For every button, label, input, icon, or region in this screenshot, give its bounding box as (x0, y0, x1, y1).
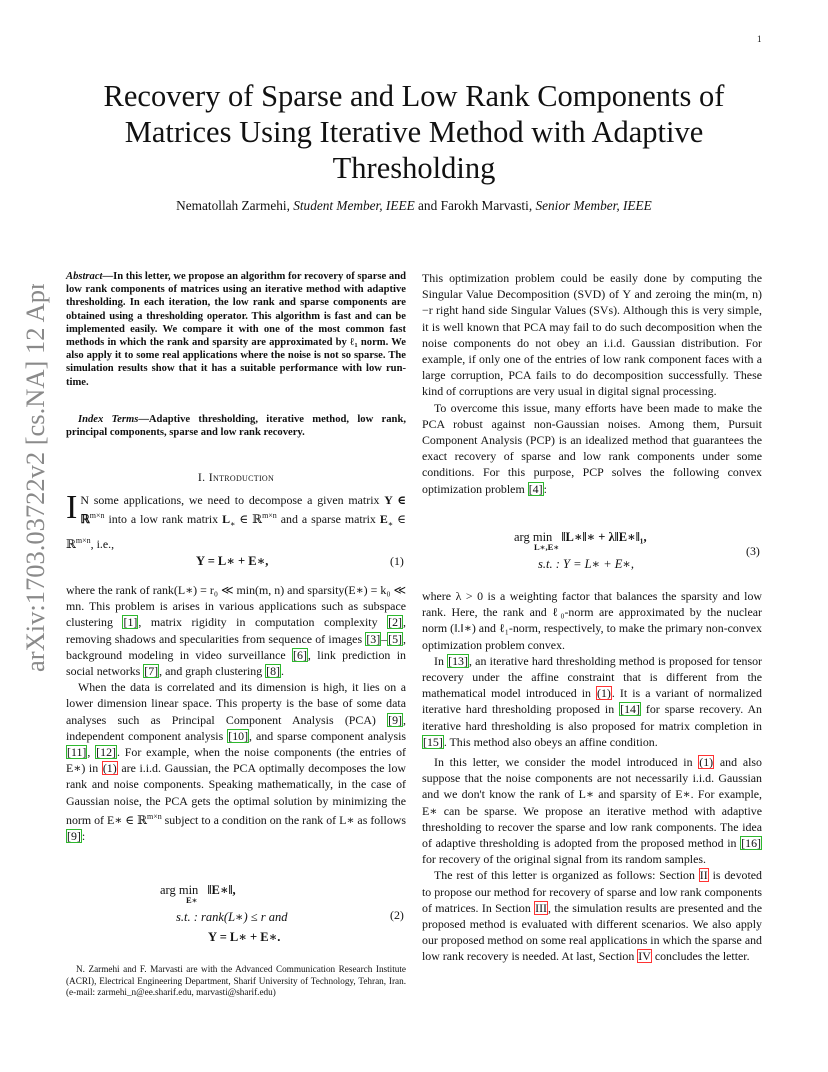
citation-link[interactable]: [9] (388, 712, 403, 727)
citation-link[interactable]: [12] (96, 745, 116, 760)
equation-3-line2: s.t. : Y = L∗ + E∗, (538, 557, 635, 571)
text-run: concludes the letter. (651, 949, 750, 964)
text-run: The rest of this letter is organized as follows: Section (434, 868, 699, 883)
citation-link[interactable]: [13] (448, 653, 468, 668)
math-operator: arg min (160, 883, 199, 897)
citation-link[interactable]: [4] (528, 481, 543, 496)
author-conjunction: and (418, 198, 438, 213)
text-run: : (81, 829, 86, 844)
equation-2-line3: Y = L∗ + E∗. (208, 930, 281, 944)
author-role: Senior Member, IEEE (535, 198, 652, 213)
text-run: . This method also obeys an affine condition. (443, 734, 658, 749)
text-run: , an iterative hard thresholding method is proposed for tensor recovery under the affine constraint that is different from the mathematical model introduced in (422, 653, 762, 701)
index-terms-label: Index Terms (78, 414, 139, 425)
author-line (40, 198, 788, 214)
equation-number: (1) (390, 554, 404, 568)
intro-paragraph: I N some applications, we need to decompose a given matrix Y ∈ ℝ$^{m\times n}$ into a low rank matrix $L_∗$ ∈ ℝ$^{m\times n}$ and a sparse matrix $E_∗$ ∈ ℝ$^{m\times n}$, i.e., (66, 489, 406, 551)
text-run: . (281, 664, 285, 679)
paragraph (66, 582, 406, 844)
title-line: Recovery of Sparse and Low Rank Components of (103, 79, 725, 113)
equation-ref-link[interactable]: (1) (699, 755, 714, 770)
right-column (422, 270, 762, 497)
text-run: , matrix rigidity in computation complexity (138, 615, 388, 630)
equation-2-line2: s.t. : rank(L∗) ≤ r and (176, 910, 288, 924)
equation-number: (3) (746, 544, 760, 558)
text-run: , (87, 745, 96, 760)
math-expr: ‖E∗‖, (207, 883, 236, 897)
math-expr: ‖L∗‖∗ + λ‖E∗‖₁, (561, 530, 647, 544)
text-run: In this letter, we consider the model introduced in (434, 755, 699, 770)
equation-3-line1 (514, 529, 647, 553)
math-operator: arg min (514, 530, 553, 544)
text-run: To overcome this issue, many efforts have been made to make the PCA robust against non-Gaussian noises. Among them, Pursuit Component Analysis (PCP) is an idealized method that guarantees the exact recovery of sparse and low rank components under some conditions. For this purpose, PCP solves the following convex optimization problem (422, 400, 762, 496)
footnote: N. Zarmehi and F. Marvasti are with the Advanced Communication Research Institute (ACRI), Electrical Engineering Department, Sharif University of Technology, Tehran, Iran. (e-mail: zarmehi_n@ee.sharif.edu, marvasti@sharif.edu) (66, 964, 406, 998)
paper-title (40, 78, 788, 186)
title-line: Thresholding (332, 151, 496, 185)
text-run: , i.e., (90, 536, 115, 551)
text-run: is devoted to propose our method for recovery of sparse and low rank components of matrices. In Section (422, 868, 762, 915)
math-sup: m×n (89, 511, 105, 521)
text-run: , and graph clustering (159, 664, 266, 679)
math-run: L (222, 512, 230, 527)
arxiv-stamp (18, 284, 50, 674)
paragraph: This optimization problem could be easily done by computing the Singular Value Decomposition (SVD) of Y and zeroing the min(m, n)−r right hand side Singular Values (SVs). Although this is very simple, it is well known that PCA may fail to do such decomposition when the noise components do not obey an i.i.d. Gaussian distribution. For example, if only one of the entries of low rank component faces with a large corruption, PCA fails to do decomposition successfully. These kind of corruptions are very usual in digital signal processing. (422, 271, 762, 399)
math-sub: L∗,E∗ (534, 542, 560, 552)
equation-1: Y = L∗ + E∗, (196, 554, 269, 568)
text-run: , independent component analysis (66, 712, 406, 743)
section-ref-link[interactable]: III (535, 900, 548, 915)
paragraph: where λ > 0 is a weighting factor that balances the sparsity and low rank. Here, the rank and ℓ₀-norm are approximated by the nuclear norm (‖.‖∗) and ℓ₁-norm, respectively, to make the primary non-convex optimization problem convex. (422, 589, 762, 652)
text-run: , link prediction in social networks (66, 647, 406, 679)
abstract-text: —In this letter, we propose an algorithm for recovery of sparse and low rank components of matrices using an iterative method with adaptive thresholding. In each iteration, the low rank and sparse components are obtained using a thresholding operator. This algorithm is fast and can be implemented easily. We compare it with one of the most common fast methods in which the rank and sparsity are approximated by ℓ₁ norm. We also apply it to some real applications where the noise is not so sparse. The simulation results show that it has a suitable performance with low run-time. (66, 271, 406, 388)
citation-link[interactable]: [15] (423, 734, 443, 749)
math-run: ∈ ℝ (235, 512, 263, 527)
author-name: Nematollah Zarmehi, (176, 198, 290, 213)
text-run: and a sparse matrix (276, 512, 380, 527)
page-number: 1 (757, 34, 762, 44)
text-run: are i.i.d. Gaussian, the PCA optimally decomposes the low rank and noise components. Speaking mathematically, in the case of Gaussian noise, the PCA gets the optimal solution by minimizing the norm of E∗ ∈ ℝ (66, 761, 406, 827)
citation-link[interactable]: [5] (388, 631, 403, 646)
text-run: , background modeling in video surveillance (66, 631, 406, 662)
text-run: where the rank of rank(L∗) = r₀ ≪ min(m, n) and sparsity(E∗) = k₀ ≪ mn. This problem is arises in various applications such as subspace clustering (66, 583, 406, 630)
text-run: , removing shadows and specularities from sequence of images (66, 615, 406, 646)
text-run: for sparse recovery. An iterative hard thresholding is also proposed for matrix completion in (422, 702, 763, 733)
arxiv-stamp-text: arXiv:1703.03722v2 [cs.NA] 12 Apr 2017 (20, 284, 50, 672)
text-run: and also suppose that the noise components are not necessarily i.i.d. Gaussian and we don't know the rank of L∗ and sparsity of E∗. For example, E∗ can be sparse. We propose an iterative method with adaptive thresholding to recover the sparse and low rank components. The idea of adaptive thresholding is adopted from the proposed method in (422, 755, 762, 851)
math-sup: m×n (146, 811, 162, 821)
text-run: : (543, 481, 547, 496)
equation-ref-link[interactable]: (1) (597, 686, 611, 701)
text-run: for recovery of the original signal from its random samples. (422, 852, 706, 867)
citation-link[interactable]: [1] (123, 615, 138, 630)
text-run: into a low rank matrix (104, 512, 223, 527)
citation-link[interactable]: [7] (144, 664, 159, 679)
equation-2-line1 (160, 882, 236, 906)
text-run: . It is a variant of normalized iterative hard thresholding proposed in (422, 686, 762, 717)
citation-link[interactable]: [8] (266, 664, 281, 679)
text-run: subject to a condition on the rank of L∗ as follows (161, 812, 406, 827)
citation-link[interactable]: [2] (388, 615, 403, 630)
text-run: N some applications, we need to decompose a given matrix (80, 493, 385, 507)
author-role: Student Member, IEEE (293, 198, 415, 213)
citation-link[interactable]: [9] (67, 829, 81, 844)
citation-link[interactable]: [6] (293, 647, 307, 662)
section-heading-introduction: I. Introduction (197, 470, 275, 484)
citation-link[interactable]: [11] (67, 745, 87, 760)
text-run: – (381, 631, 388, 646)
equation-number: (2) (390, 908, 404, 922)
citation-link[interactable]: [16] (741, 836, 761, 851)
index-terms (66, 413, 406, 439)
abstract-label: Abstract (66, 271, 103, 282)
math-sup: m×n (75, 535, 91, 545)
citation-link[interactable]: [3] (366, 631, 381, 646)
abstract (66, 270, 406, 389)
text-run: In (434, 653, 448, 668)
math-run: E (379, 512, 388, 527)
title-line: Matrices Using Iterative Method with Adaptive (124, 115, 704, 149)
text-run: , the simulation results are presented and the proposed method is evaluated with different scenarios. We also apply our proposed method on some real applications in which the sparse and low rank recovery is needed. At last, Section (422, 900, 763, 964)
text-run: , and sparse component analysis (249, 728, 406, 743)
math-sup: m×n (262, 511, 277, 521)
citation-link[interactable]: [14] (620, 702, 640, 717)
equation-ref-link[interactable]: (1) (102, 761, 117, 776)
text-run: When the data is correlated and its dimension is high, it lies on a lower dimension linear space. This property is the base of some data analyses such as Principal Component Analysis (PCA) (66, 680, 406, 727)
citation-link[interactable]: [10] (228, 728, 249, 743)
right-column-lower (422, 588, 762, 965)
section-ref-link[interactable]: II (699, 868, 708, 883)
math-run: ∈ ℝ (66, 512, 406, 551)
math-run: Y ∈ ℝ (80, 493, 406, 527)
section-ref-link[interactable]: IV (638, 949, 651, 964)
math-sub: E∗ (186, 895, 198, 905)
index-terms-text: —Adaptive thresholding, iterative method, low rank, principal components, sparse and low rank recovery. (66, 414, 406, 439)
author-name: Farokh Marvasti, (440, 198, 533, 213)
text-run: . For example, when the noise components (the entries of E∗) in (66, 745, 406, 776)
drop-cap: I (66, 489, 78, 526)
